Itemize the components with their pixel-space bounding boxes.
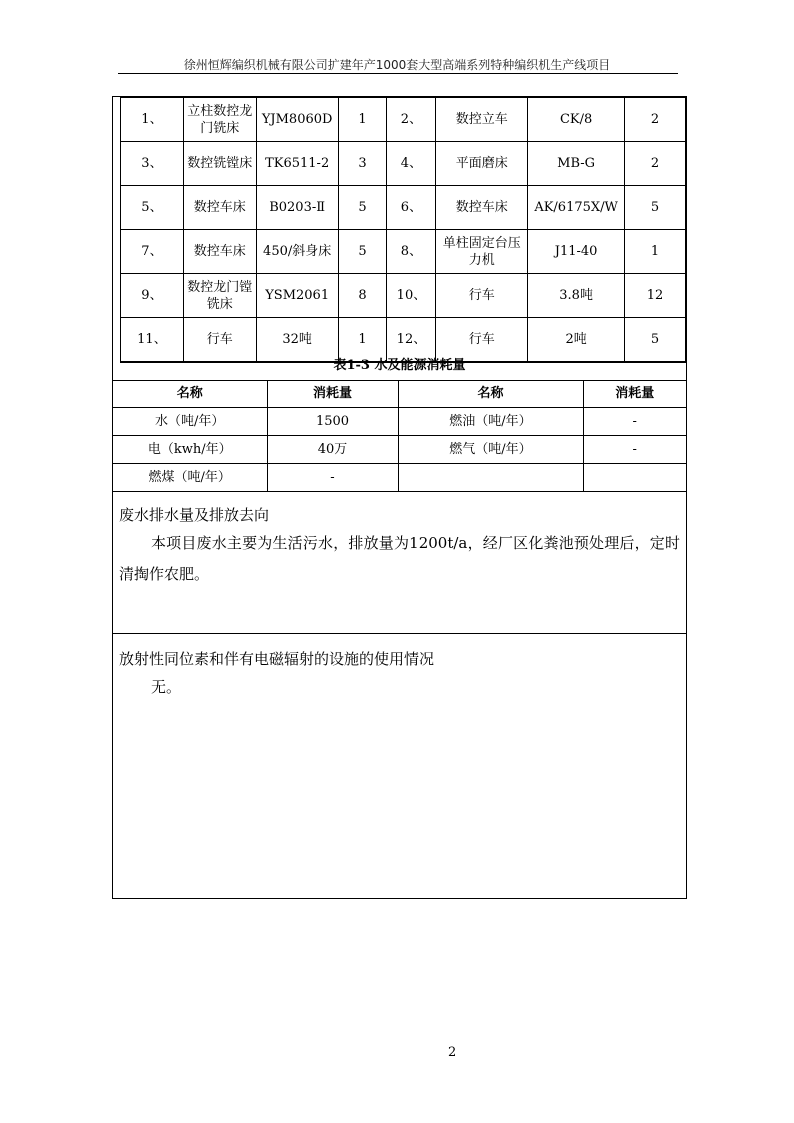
document-frame xyxy=(112,96,687,899)
equipment-cell: 数控立车 xyxy=(436,97,528,142)
energy-cell: 燃油（吨/年） xyxy=(398,408,583,436)
radiation-section xyxy=(113,634,686,898)
equipment-cell: 单柱固定台压力机 xyxy=(436,230,528,274)
energy-row xyxy=(113,464,686,492)
equipment-cell: 7、 xyxy=(121,230,184,274)
equipment-cell: YJM8060D xyxy=(256,97,338,142)
equipment-cell: 1 xyxy=(625,230,686,274)
wastewater-section xyxy=(113,490,686,634)
energy-row xyxy=(113,436,686,464)
equipment-cell: 8、 xyxy=(387,230,436,274)
equipment-cell: 1 xyxy=(338,97,387,142)
equipment-cell: 2 xyxy=(625,97,686,142)
equipment-cell: 5 xyxy=(338,230,387,274)
page-header: 徐州恒辉编织机械有限公司扩建年产1000套大型高端系列特种编织机生产线项目 xyxy=(183,58,611,72)
equipment-row xyxy=(121,142,686,186)
equipment-cell: 12、 xyxy=(387,318,436,363)
energy-table-title: 表1-3 水及能源消耗量 xyxy=(113,352,686,381)
equipment-cell: 6、 xyxy=(387,186,436,230)
equipment-row xyxy=(121,97,686,142)
equipment-cell: 10、 xyxy=(387,274,436,318)
equipment-row xyxy=(121,274,686,318)
equipment-cell: 3.8吨 xyxy=(528,274,625,318)
equipment-cell: TK6511-2 xyxy=(256,142,338,186)
equipment-cell: 12 xyxy=(625,274,686,318)
energy-cell: - xyxy=(583,408,686,436)
equipment-cell: B0203-Ⅱ xyxy=(256,186,338,230)
radiation-body: 无。 xyxy=(151,678,182,696)
energy-cell: 1500 xyxy=(267,408,398,436)
equipment-cell: 32吨 xyxy=(256,318,338,363)
energy-cell xyxy=(583,464,686,492)
equipment-cell: 3、 xyxy=(121,142,184,186)
equipment-cell: 11、 xyxy=(121,318,184,363)
energy-cell: 燃气（吨/年） xyxy=(398,436,583,464)
equipment-cell: 1 xyxy=(338,318,387,363)
equipment-cell: 平面磨床 xyxy=(436,142,528,186)
equipment-cell: 4、 xyxy=(387,142,436,186)
wastewater-body: 本项目废水主要为生活污水，排放量为1200t/a，经厂区化粪池预处理后，定时清掏作农肥。 xyxy=(119,534,680,583)
equipment-cell: 9、 xyxy=(121,274,184,318)
equipment-cell: 450/斜身床 xyxy=(256,230,338,274)
energy-cell: 40万 xyxy=(267,436,398,464)
energy-header-cell: 消耗量 xyxy=(583,380,686,408)
equipment-cell: 8 xyxy=(338,274,387,318)
equipment-cell: MB-G xyxy=(528,142,625,186)
equipment-cell: 2、 xyxy=(387,97,436,142)
equipment-cell: 立柱数控龙门铣床 xyxy=(183,97,256,142)
energy-cell: - xyxy=(583,436,686,464)
equipment-cell: 行车 xyxy=(183,318,256,363)
equipment-cell: 数控车床 xyxy=(436,186,528,230)
equipment-cell: 5 xyxy=(625,318,686,363)
energy-row xyxy=(113,408,686,436)
header-rule xyxy=(118,73,678,74)
energy-cell: 燃煤（吨/年） xyxy=(113,464,267,492)
energy-header-row xyxy=(113,380,686,408)
energy-table xyxy=(113,380,686,492)
energy-cell xyxy=(398,464,583,492)
equipment-cell: AK/6175X/W xyxy=(528,186,625,230)
energy-header-cell: 名称 xyxy=(113,380,267,408)
equipment-table xyxy=(120,96,686,363)
equipment-cell: 行车 xyxy=(436,318,528,363)
page-number: 2 xyxy=(448,1045,457,1060)
equipment-cell: 5 xyxy=(338,186,387,230)
equipment-cell: CK/8 xyxy=(528,97,625,142)
equipment-row xyxy=(121,230,686,274)
equipment-cell: 数控龙门镗铣床 xyxy=(183,274,256,318)
energy-cell: 水（吨/年） xyxy=(113,408,267,436)
equipment-cell: 2 xyxy=(625,142,686,186)
equipment-cell: 数控车床 xyxy=(183,186,256,230)
energy-cell: - xyxy=(267,464,398,492)
equipment-cell: J11-40 xyxy=(528,230,625,274)
equipment-cell: YSM2061 xyxy=(256,274,338,318)
energy-header-cell: 消耗量 xyxy=(267,380,398,408)
equipment-cell: 行车 xyxy=(436,274,528,318)
equipment-cell: 2吨 xyxy=(528,318,625,363)
equipment-cell: 5、 xyxy=(121,186,184,230)
radiation-title: 放射性同位素和伴有电磁辐射的设施的使用情况 xyxy=(119,650,435,668)
equipment-cell: 数控铣镗床 xyxy=(183,142,256,186)
equipment-cell: 数控车床 xyxy=(183,230,256,274)
equipment-cell: 5 xyxy=(625,186,686,230)
wastewater-title: 废水排水量及排放去向 xyxy=(119,506,270,524)
energy-header-cell: 名称 xyxy=(398,380,583,408)
equipment-cell: 1、 xyxy=(121,97,184,142)
equipment-row xyxy=(121,186,686,230)
equipment-cell: 3 xyxy=(338,142,387,186)
energy-cell: 电（kwh/年） xyxy=(113,436,267,464)
